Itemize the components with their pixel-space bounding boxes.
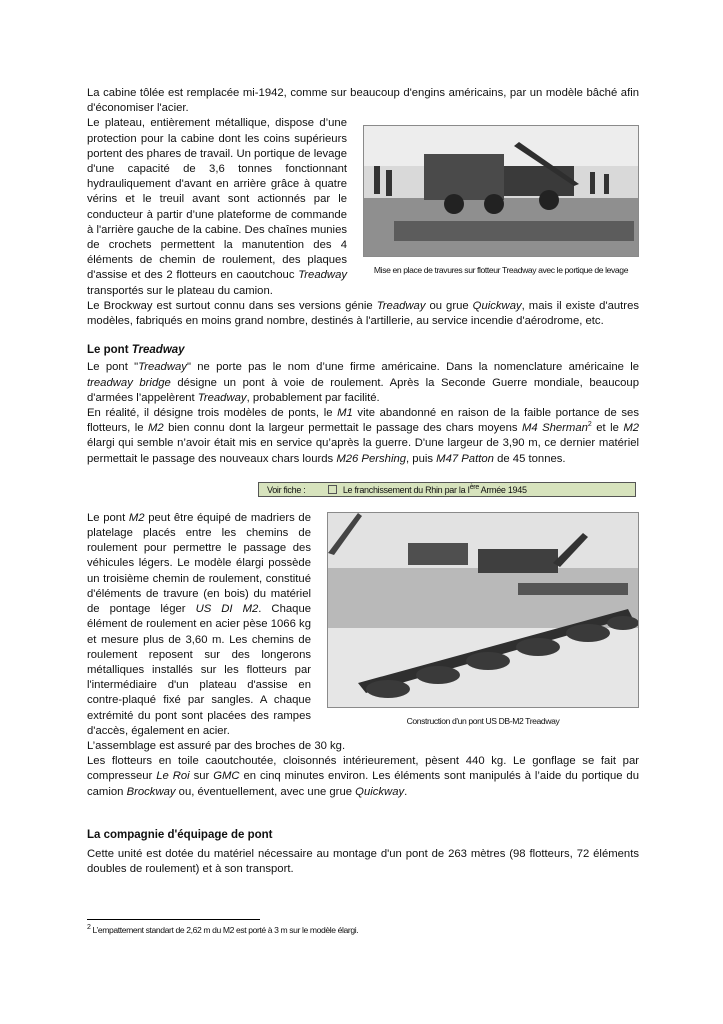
- paragraph-compagnie: Cette unité est dotée du matériel nécessaire au montage d'un pont de 263 mètres (98 flotteurs, 72 éléments doubles de roulement) et à son transport.: [87, 847, 639, 876]
- figure-caption: Construction d'un pont US DB-M2 Treadway: [406, 715, 560, 726]
- document-page: [87, 86, 639, 877]
- photo-bridge-illustration: [328, 513, 639, 707]
- paragraph-brockway: Le Brockway est surtout connu dans ses versions génie Treadway ou grue Quickway, mais il existe d'autres modèles, fabriqués en moins grand nombre, destinés à l'artillerie, au service incendie d'aérodrome, etc.: [87, 299, 640, 328]
- see-also-box: [258, 482, 636, 497]
- heading-compagnie: La compagnie d'équipage de pont: [87, 828, 273, 841]
- figure-pont-construction: [327, 512, 639, 727]
- paragraph-flotteurs: Les flotteurs en toile caoutchoutée, cloisonnés intérieurement, pèsent 440 kg. Le gonflage se fait par compresseur Le Roi sur GMC en cinq minutes environ. Les éléments sont manipulés à l’aide du portique du camion Brockway ou, éventuellement, avec une grue Quickway.: [87, 755, 639, 798]
- paragraph-m2-madriers: Le pont M2 peut être équipé de madriers de platelage placés entre les chemins de roulement pour permettre le passage des véhicules légers. Le modèle élargi possède un troisième chemin de roulement, constitué d'éléments de travure (en bois) du matériel de pontage léger US DI M2. Chaque élément de roulement en acier pèse 1066 kg et mesure plus de 3,60 m. Les chemins de roulement reposent sur des longerons métalliques installés sur les flotteurs par l'intermédiaire d'un plateau d'assise en contre-plaqué fixé par sangles. A chaque extrémité du pont sont placées des rampes d'accès, également en acier.: [87, 511, 312, 737]
- heading-pont-treadway: Le pont Treadway: [87, 344, 185, 357]
- see-also-link[interactable]: Le franchissement du Rhin par la Ière Armée 1945: [342, 483, 527, 495]
- paragraph-cabine: La cabine tôlée est remplacée mi-1942, comme sur beaucoup d'engins américains, par un modèle bâché afin d'économiser l'acier.: [87, 87, 639, 115]
- photo-bridge-construction: [327, 512, 639, 708]
- photo-brockway-truck: [363, 125, 639, 257]
- footnote-reference[interactable]: 2: [587, 421, 592, 429]
- footnote-divider: [87, 919, 260, 920]
- figure-caption: Mise en place de travures sur flotteur Treadway avec le portique de levage: [373, 265, 629, 276]
- checkbox-icon: [328, 485, 337, 494]
- footnote: $^2$ L’empattement standart de 2,62 m du M2 est porté à 3 m sur le modèle élargi.: [87, 924, 359, 935]
- photo-truck-illustration: [364, 126, 639, 256]
- paragraph-modeles: En réalité, il désigne trois modèles de ponts, le M1 vite abandonné en raison de la faible portance de ses flotteurs, le M2 bien connu dont la largeur permettait le passage des chars moyens M4 Sherman$^2$ et le M2 élargi qui semble n’avoir était mis en service qu’après la guerre. D'une largeur de 3,90 m, ce dernier matériel permettait le passage des nouveaux chars lourds M26 Pershing, puis M47 Patton de 45 tonnes.: [87, 407, 640, 465]
- paragraph-assemblage: L’assemblage est assuré par des broches de 30 kg.: [87, 739, 346, 752]
- paragraph-plateau: Le plateau, entièrement métallique, dispose d’une protection pour la cabine dont les coins supérieurs portent des phares de travail. Un portique de levage d'une capacité de 3,6 tonnes fonctionnant hydrauliquement d'avant en arrière grâce à quatre vérins et le treuil avant sont actionnés par le conducteur à partir d’une plateforme de commande à l'arrière gauche de la cabine. Des chaînes munies de crochets permettent la manutention des 4 éléments de chemin de roulement, des plaques d'assise et des 2 flotteurs en caoutchouc Treadway transportés sur le plateau du camion.: [87, 117, 347, 297]
- figure-treadway-portique: [363, 125, 639, 276]
- see-also-label: Voir fiche :: [267, 484, 306, 495]
- paragraph-nomenclature: Le pont "Treadway" ne porte pas le nom d’une firme américaine. Dans la nomenclature américaine le treadway bridge désigne un pont à voie de roulement. Après la Seconde Guerre mondiale, beaucoup d'armées l’appelèrent Treadway, probablement par facilité.: [87, 361, 639, 404]
